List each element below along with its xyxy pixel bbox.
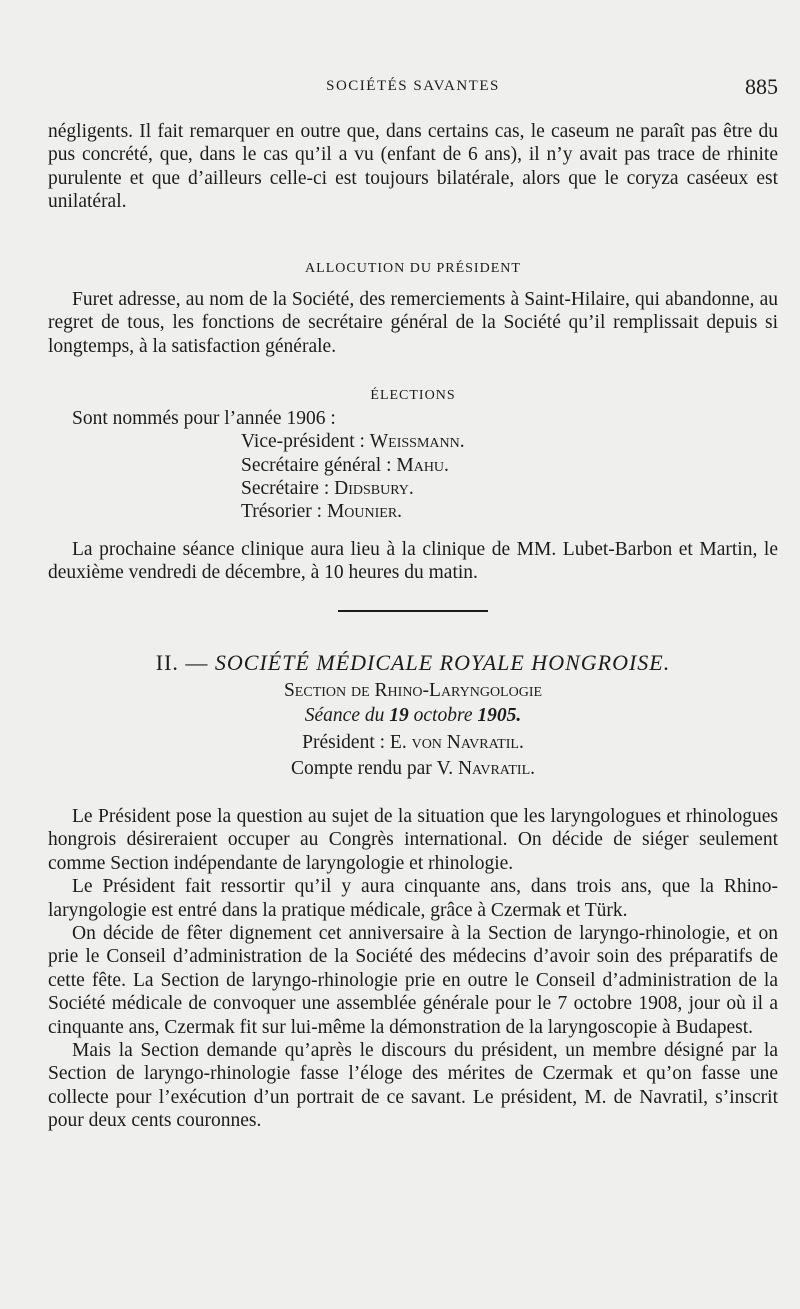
allocution-body xyxy=(48,288,778,358)
president-name: E. von Navratil. xyxy=(389,732,524,753)
report-line xyxy=(48,757,778,780)
elections-intro: Sont nommés pour l’année 1906 : xyxy=(72,408,336,429)
subsection-title: Section de Rhino-Laryngologie xyxy=(283,680,543,701)
elections-section xyxy=(48,384,778,407)
section-numeral: II. — xyxy=(155,650,209,675)
seance-prefix: Séance du xyxy=(304,705,385,726)
president-label: Président : xyxy=(302,732,386,753)
body-paragraph: On décide de fêter dignement cet anniversaire à la Section de laryngo-rhinologie, et on prie le Conseil d’administration de la Société des médecins d’avoir soin des préparatifs de cette fête. La Section de laryngo-rhinologie prie en outre le Conseil d’administration de la Société médicale de convoquer une assemblée générale pour le 7 octobre 1908, jour où il a cinquante ans, Czermak fit sur lui-même la démonstration de la laryngoscopie à Budapest. xyxy=(48,923,778,1038)
seance-day: 19 xyxy=(389,705,409,726)
seance-date xyxy=(48,704,778,727)
president-info xyxy=(48,731,778,754)
officer-secretary xyxy=(48,477,778,500)
body-paragraph: Mais la Section demande qu’après le discours du président, un membre désigné par la Section de laryngo-rhinologie fasse l’éloge des mérites de Czermak et qu’on fasse une collecte pour l’exécution d’un portrait de ce savant. Le président, M. de Navratil, s’inscrit pour deux cents couronnes. xyxy=(48,1040,778,1132)
page-header xyxy=(48,74,778,102)
officer-name: Mounier. xyxy=(326,501,403,523)
report-info xyxy=(48,757,778,780)
elections-body xyxy=(48,407,778,524)
allocution-heading: ALLOCUTION DU PRÉSIDENT xyxy=(305,261,521,276)
report-label: Compte rendu par xyxy=(290,758,432,779)
officer-name: Mahu. xyxy=(396,454,449,476)
section-title xyxy=(48,651,778,674)
officer-secretary-general xyxy=(48,454,778,477)
intro-paragraph xyxy=(48,120,778,214)
separator-rule xyxy=(338,610,488,612)
next-session xyxy=(48,538,778,585)
section-ii-body xyxy=(48,805,778,1133)
body-paragraph: Le Président pose la question au sujet de la situation que les laryngologues et rhinologues hongrois désireraient occuper au Congrès international. On décide de siéger seulement comme Section indépendante de laryngologie et rhinologie. xyxy=(48,806,778,874)
section-ii-heading xyxy=(48,651,778,674)
officer-list xyxy=(48,430,778,523)
next-session-text: La prochaine séance clinique aura lieu à la clinique de MM. Lubet-Barbon et Martin, le deuxième vendredi de décembre, à 10 heures du matin. xyxy=(48,539,778,584)
president-line xyxy=(48,731,778,754)
seance-month: octobre xyxy=(413,705,473,726)
section-name: SOCIÉTÉ MÉDICALE ROYALE HONGROISE. xyxy=(214,650,671,675)
allocution-text: Furet adresse, au nom de la Société, des remerciements à Saint-Hilaire, qui abandonne, au regret de tous, les fonctions de secrétaire général de la Société qu’il remplissait depuis si longtemps, à la satisfaction générale. xyxy=(48,289,778,357)
intro-text: négligents. Il fait remarquer en outre que, dans certains cas, le caseum ne paraît pas être du pus concrété, que, dans le cas qu’il a vu (enfant de 6 ans), il n’y avait pas trace de rhinite purulente et que d’ailleurs celle-ci est toujours bilatérale, alors que le coryza caséeux est unilatéral. xyxy=(48,121,778,213)
officer-role: Trésorier : xyxy=(241,501,323,523)
seance-line xyxy=(48,704,778,727)
officer-name: Weissmann. xyxy=(369,431,465,453)
report-name: V. Navratil. xyxy=(436,758,536,779)
officer-role: Secrétaire : xyxy=(241,478,330,499)
body-paragraph: Le Président fait ressortir qu’il y aura cinquante ans, dans trois ans, que la Rhino-laryngologie est entré dans la pratique médicale, grâce à Czermak et Türk. xyxy=(48,876,778,921)
page-number: 885 xyxy=(745,74,778,99)
officer-name: Didsbury. xyxy=(334,478,414,499)
running-head: SOCIÉTÉS SAVANTES xyxy=(326,78,500,94)
separator xyxy=(48,610,778,612)
officer-treasurer xyxy=(48,500,778,523)
officer-vice-president xyxy=(48,430,778,453)
subsection-heading xyxy=(48,679,778,702)
officer-role: Secrétaire général : xyxy=(241,454,392,476)
allocution-section xyxy=(48,257,778,280)
seance-year: 1905. xyxy=(477,705,522,726)
elections-heading: ÉLECTIONS xyxy=(370,388,456,403)
officer-role: Vice-président : xyxy=(241,431,365,453)
